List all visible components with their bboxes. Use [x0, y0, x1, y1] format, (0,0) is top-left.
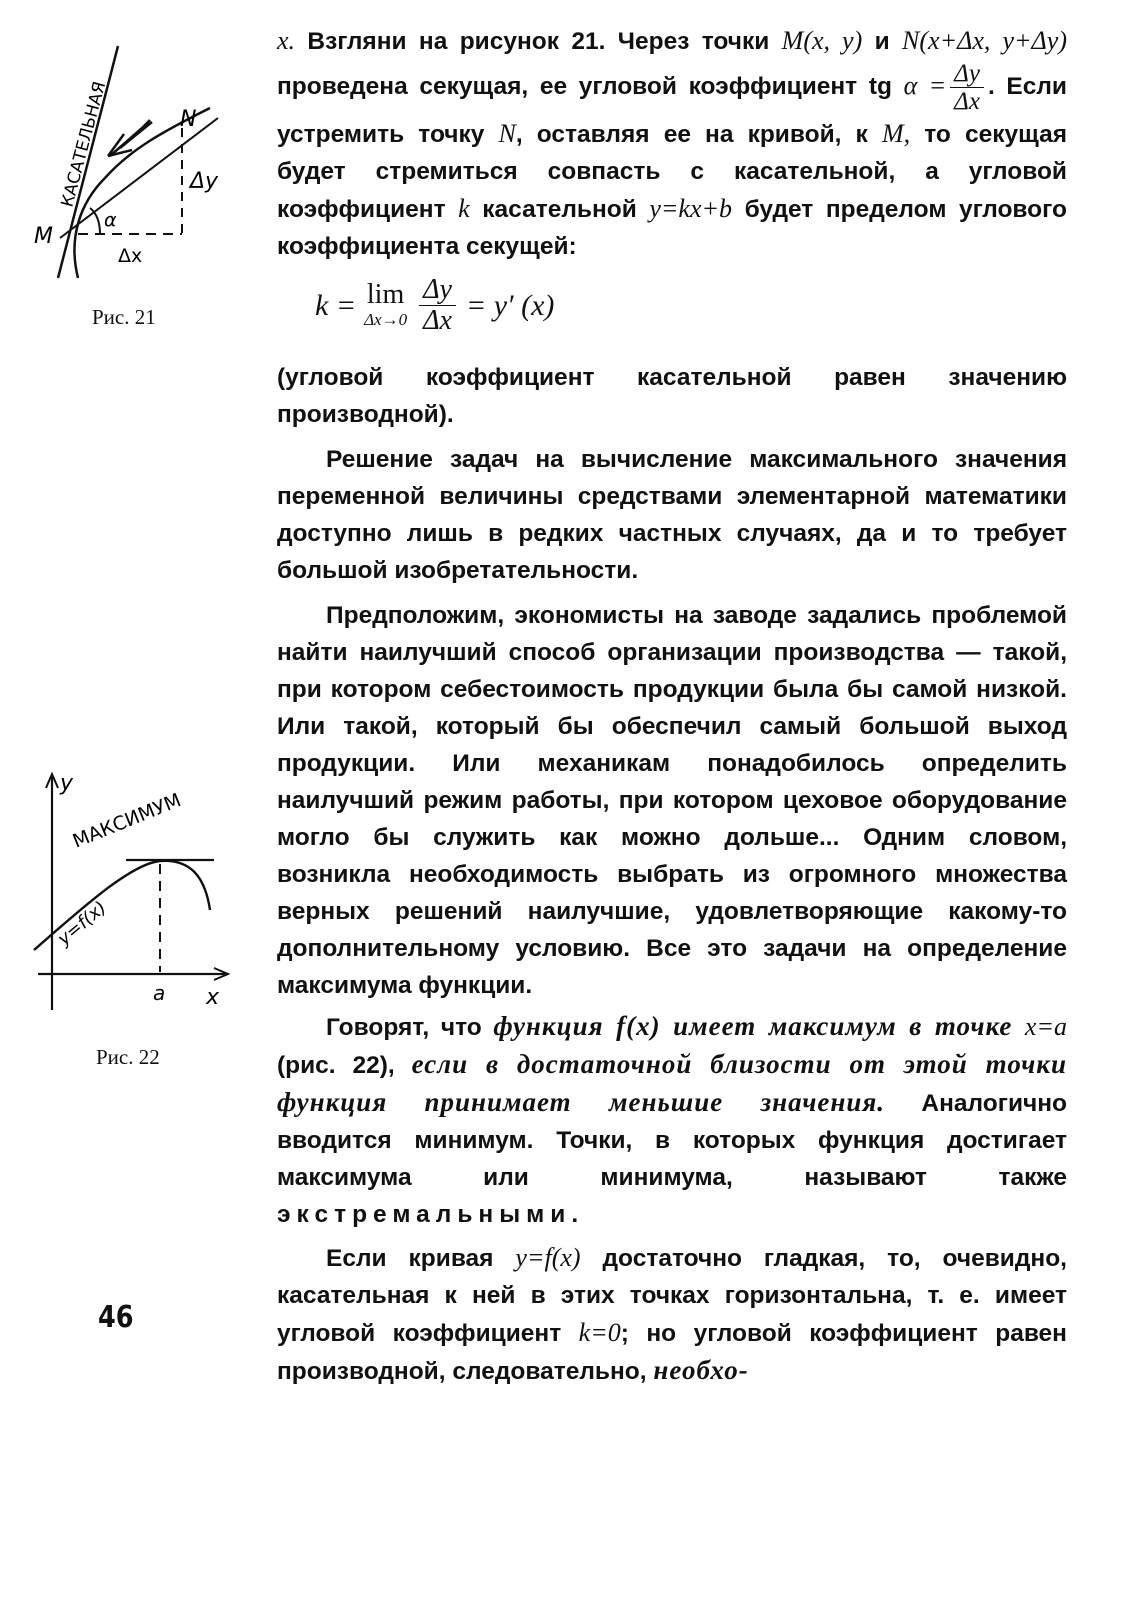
- fraction-dy-dx: $\frac{\Delta y}{\Delta x}$: [950, 60, 984, 115]
- limit-formula: k = lim Δx→0 $\frac{\Delta y}{\Delta x}$ = y′ (x): [315, 274, 555, 336]
- label-dx: Δx: [118, 245, 143, 267]
- label-y: y: [60, 771, 74, 796]
- label-a: a: [153, 981, 166, 1005]
- paragraph-2: (угловой коэффициент касательной равен значению производной).: [277, 364, 1067, 428]
- label-alpha: α: [104, 209, 117, 231]
- figure-21: [20, 38, 240, 288]
- main-text-column: [277, 22, 1067, 1390]
- label-M: M: [34, 224, 53, 249]
- paragraph-6: Если кривая y=f(x) достаточно гладкая, то, очевидно, касательная к ней в этих точках горизонтальна, т. е. имеет угловой коэффициент k=0; но угловой коэффициент равен производной, следовательно, необхо-: [277, 1243, 1067, 1385]
- label-curve: y=f(x): [53, 897, 111, 950]
- paragraph-1: x. Взгляни на рисунок 21. Через точки M(x, y) и N(x+Δx, y+Δy) проведена секущая, ее угловой коэффициент tg α = $\frac{\Delta y}{\Delta x}$ . Если устремить точку N, оставляя ее на кривой, к M, то секущая будет стремиться совпасть с касательной, а угловой коэффициент k касательной y=kx+b будет пределом углового коэффициента секущей:: [277, 26, 1068, 260]
- paragraph-3: Решение задач на вычисление максимального значения переменной величины средствами элементарной математики доступно лишь в редких частных случаях, да и то требует большой изобретательности.: [277, 446, 1067, 584]
- label-max: МАКСИМУМ: [69, 789, 185, 853]
- label-tangent: КАСАТЕЛЬНАЯ: [57, 79, 111, 210]
- angle-arc: [90, 208, 100, 234]
- page-number: 46: [98, 1300, 134, 1335]
- figure-21-caption: Рис. 21: [92, 305, 156, 329]
- figure-22: [20, 768, 240, 1018]
- figure-22-caption: Рис. 22: [96, 1045, 160, 1069]
- label-dy: Δy: [190, 169, 219, 194]
- paragraph-4: Предположим, экономисты на заводе задались проблемой найти наилучший способ организации производства — такой, при котором себестоимость продукции была бы самой низкой. Или такой, который бы обеспечил самый большой выход продукции. Или механикам понадобилось определить наилучший режим работы, при котором цеховое оборудование могло бы служить как можно дольше... Одним словом, возникла необходимость выбрать из огромного множества верных решений наилучшие, удовлетворяющие какому-то дополнительному условию. Все это задачи на определение максимума функции.: [277, 602, 1067, 999]
- label-x: x: [206, 985, 220, 1010]
- paragraph-5: Говорят, что функция f(x) имеет максимум в точке x=a (рис. 22), если в достаточной близости от этой точки функция принимает меньшие значения. Аналогично вводится минимум. Точки, в которых функция достигает максимума или минимума, называют также экстремальными.: [277, 1011, 1067, 1228]
- arrow-icon: [108, 120, 152, 156]
- label-N: N: [180, 107, 197, 132]
